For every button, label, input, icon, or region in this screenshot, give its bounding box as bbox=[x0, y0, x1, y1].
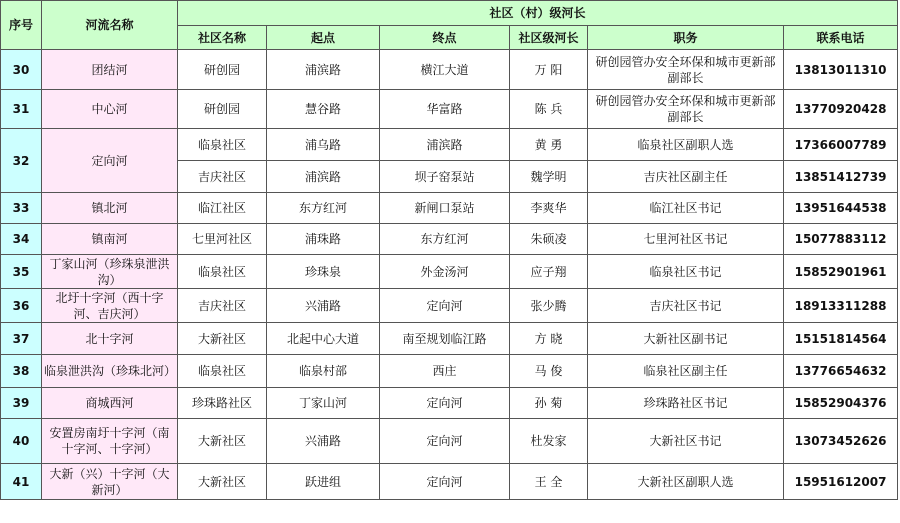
cell-chief: 方 晓 bbox=[510, 323, 588, 355]
table-row bbox=[1, 193, 898, 224]
cell-start: 珍珠泉 bbox=[267, 255, 380, 289]
cell-phone: 17366007789 bbox=[784, 129, 898, 161]
cell-seq: 40 bbox=[1, 419, 42, 464]
cell-river-name: 北十字河 bbox=[42, 323, 178, 355]
cell-chief: 朱硕凌 bbox=[510, 224, 588, 255]
cell-position: 吉庆社区副主任 bbox=[588, 161, 784, 193]
cell-seq: 32 bbox=[1, 129, 42, 193]
cell-river-name: 商城西河 bbox=[42, 388, 178, 419]
cell-community: 临泉社区 bbox=[178, 355, 267, 388]
cell-chief: 杜发家 bbox=[510, 419, 588, 464]
header-group: 社区（村）级河长 bbox=[178, 1, 898, 26]
cell-seq: 35 bbox=[1, 255, 42, 289]
header-community: 社区名称 bbox=[178, 26, 267, 50]
cell-start: 兴浦路 bbox=[267, 289, 380, 323]
cell-phone: 15852904376 bbox=[784, 388, 898, 419]
cell-position: 临泉社区副主任 bbox=[588, 355, 784, 388]
cell-chief: 马 俊 bbox=[510, 355, 588, 388]
cell-position: 临江社区书记 bbox=[588, 193, 784, 224]
cell-seq: 33 bbox=[1, 193, 42, 224]
cell-seq: 30 bbox=[1, 50, 42, 90]
cell-chief: 孙 菊 bbox=[510, 388, 588, 419]
table-row bbox=[1, 323, 898, 355]
cell-position: 研创园管办安全环保和城市更新部副部长 bbox=[588, 50, 784, 90]
cell-phone: 15151814564 bbox=[784, 323, 898, 355]
table-body bbox=[1, 50, 898, 500]
cell-position: 七里河社区书记 bbox=[588, 224, 784, 255]
cell-community: 珍珠路社区 bbox=[178, 388, 267, 419]
cell-community: 临泉社区 bbox=[178, 255, 267, 289]
cell-phone: 13851412739 bbox=[784, 161, 898, 193]
cell-phone: 13813011310 bbox=[784, 50, 898, 90]
cell-community: 吉庆社区 bbox=[178, 289, 267, 323]
cell-chief: 王 全 bbox=[510, 464, 588, 500]
cell-seq: 41 bbox=[1, 464, 42, 500]
header-end: 终点 bbox=[380, 26, 510, 50]
cell-end: 定向河 bbox=[380, 289, 510, 323]
cell-chief: 张少腾 bbox=[510, 289, 588, 323]
cell-community: 研创园 bbox=[178, 50, 267, 90]
table-row bbox=[1, 419, 898, 464]
cell-seq: 37 bbox=[1, 323, 42, 355]
cell-position: 珍珠路社区书记 bbox=[588, 388, 784, 419]
cell-end: 定向河 bbox=[380, 388, 510, 419]
table-row bbox=[1, 289, 898, 323]
cell-seq: 31 bbox=[1, 90, 42, 129]
cell-phone: 18913311288 bbox=[784, 289, 898, 323]
cell-river-name: 大新（兴）十字河（大新河） bbox=[42, 464, 178, 500]
cell-chief: 黄 勇 bbox=[510, 129, 588, 161]
cell-end: 新闸口泵站 bbox=[380, 193, 510, 224]
cell-chief: 应子翔 bbox=[510, 255, 588, 289]
cell-community: 七里河社区 bbox=[178, 224, 267, 255]
cell-chief: 李爽华 bbox=[510, 193, 588, 224]
cell-river-name: 团结河 bbox=[42, 50, 178, 90]
cell-position: 研创园管办安全环保和城市更新部副部长 bbox=[588, 90, 784, 129]
cell-end: 定向河 bbox=[380, 419, 510, 464]
cell-river-name: 中心河 bbox=[42, 90, 178, 129]
cell-position: 大新社区书记 bbox=[588, 419, 784, 464]
cell-phone: 13770920428 bbox=[784, 90, 898, 129]
cell-start: 慧谷路 bbox=[267, 90, 380, 129]
cell-phone: 13951644538 bbox=[784, 193, 898, 224]
cell-end: 外金汤河 bbox=[380, 255, 510, 289]
cell-community: 大新社区 bbox=[178, 419, 267, 464]
cell-river-name: 临泉泄洪沟（珍珠北河） bbox=[42, 355, 178, 388]
cell-seq: 38 bbox=[1, 355, 42, 388]
cell-river-name: 丁家山河（珍珠泉泄洪沟） bbox=[42, 255, 178, 289]
cell-end: 华富路 bbox=[380, 90, 510, 129]
table-row bbox=[1, 224, 898, 255]
header-start: 起点 bbox=[267, 26, 380, 50]
cell-seq: 34 bbox=[1, 224, 42, 255]
table-row bbox=[1, 90, 898, 129]
cell-phone: 15951612007 bbox=[784, 464, 898, 500]
cell-river-name: 定向河 bbox=[42, 129, 178, 193]
cell-river-name: 镇北河 bbox=[42, 193, 178, 224]
cell-phone: 15852901961 bbox=[784, 255, 898, 289]
cell-river-name: 北圩十字河（西十字河、吉庆河） bbox=[42, 289, 178, 323]
table-row bbox=[1, 255, 898, 289]
table-row bbox=[1, 129, 898, 161]
table-row bbox=[1, 355, 898, 388]
header-river: 河流名称 bbox=[42, 1, 178, 50]
table-row bbox=[1, 50, 898, 90]
cell-chief: 陈 兵 bbox=[510, 90, 588, 129]
cell-chief: 万 阳 bbox=[510, 50, 588, 90]
cell-community: 临泉社区 bbox=[178, 129, 267, 161]
cell-position: 大新社区副职人选 bbox=[588, 464, 784, 500]
cell-chief: 魏学明 bbox=[510, 161, 588, 193]
cell-end: 坝子窑泵站 bbox=[380, 161, 510, 193]
cell-end: 定向河 bbox=[380, 464, 510, 500]
cell-end: 西庄 bbox=[380, 355, 510, 388]
cell-end: 东方红河 bbox=[380, 224, 510, 255]
table-row bbox=[1, 388, 898, 419]
cell-community: 大新社区 bbox=[178, 323, 267, 355]
cell-community: 研创园 bbox=[178, 90, 267, 129]
cell-position: 吉庆社区书记 bbox=[588, 289, 784, 323]
cell-start: 北起中心大道 bbox=[267, 323, 380, 355]
cell-phone: 13776654632 bbox=[784, 355, 898, 388]
cell-end: 横江大道 bbox=[380, 50, 510, 90]
cell-start: 浦珠路 bbox=[267, 224, 380, 255]
cell-river-name: 安置房南圩十字河（南十字河、十字河） bbox=[42, 419, 178, 464]
header-chief: 社区级河长 bbox=[510, 26, 588, 50]
cell-start: 浦乌路 bbox=[267, 129, 380, 161]
cell-start: 浦滨路 bbox=[267, 161, 380, 193]
cell-start: 浦滨路 bbox=[267, 50, 380, 90]
header-phone: 联系电话 bbox=[784, 26, 898, 50]
cell-phone: 15077883112 bbox=[784, 224, 898, 255]
cell-end: 浦滨路 bbox=[380, 129, 510, 161]
header-position: 职务 bbox=[588, 26, 784, 50]
cell-start: 临泉村部 bbox=[267, 355, 380, 388]
cell-start: 跃进组 bbox=[267, 464, 380, 500]
cell-start: 东方红河 bbox=[267, 193, 380, 224]
cell-phone: 13073452626 bbox=[784, 419, 898, 464]
cell-community: 临江社区 bbox=[178, 193, 267, 224]
cell-position: 临泉社区副职人选 bbox=[588, 129, 784, 161]
cell-end: 南至规划临江路 bbox=[380, 323, 510, 355]
cell-river-name: 镇南河 bbox=[42, 224, 178, 255]
table-row bbox=[1, 464, 898, 500]
cell-position: 临泉社区书记 bbox=[588, 255, 784, 289]
header-seq: 序号 bbox=[1, 1, 42, 50]
cell-seq: 39 bbox=[1, 388, 42, 419]
cell-community: 大新社区 bbox=[178, 464, 267, 500]
cell-start: 丁家山河 bbox=[267, 388, 380, 419]
cell-start: 兴浦路 bbox=[267, 419, 380, 464]
cell-position: 大新社区副书记 bbox=[588, 323, 784, 355]
cell-community: 吉庆社区 bbox=[178, 161, 267, 193]
cell-seq: 36 bbox=[1, 289, 42, 323]
